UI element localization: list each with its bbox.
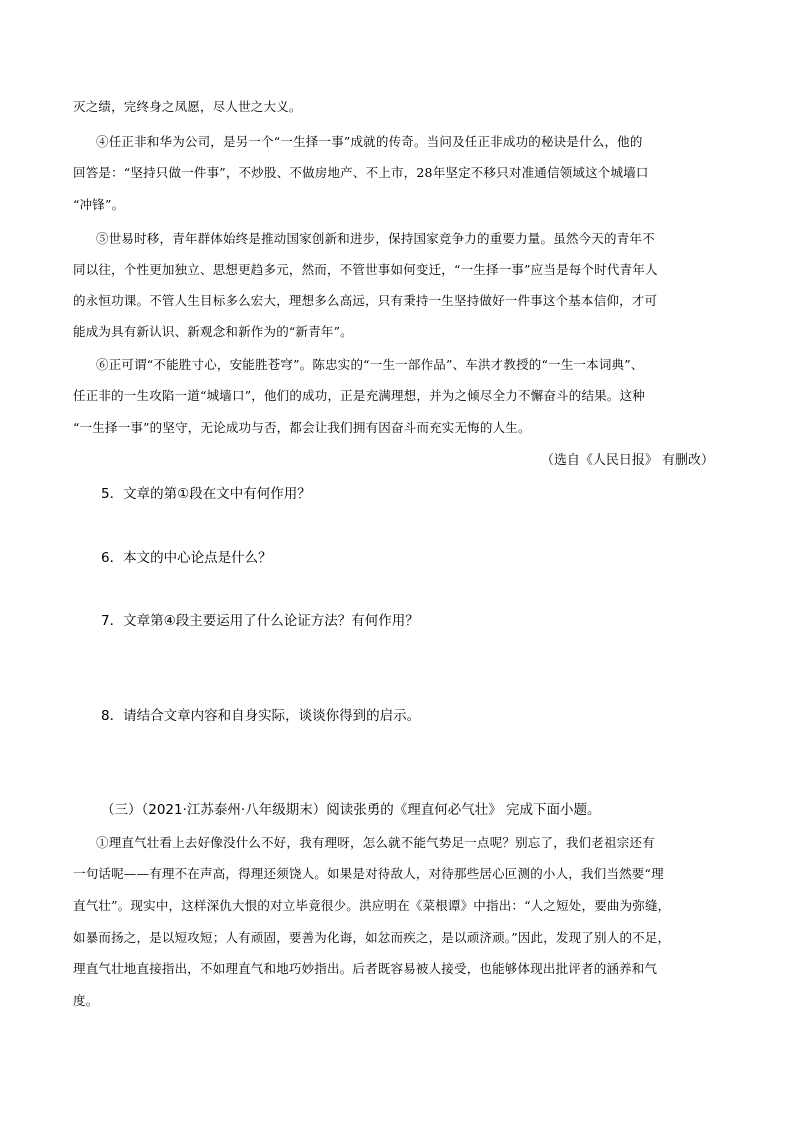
question-5: 5．文章的第①段在文中有何作用？ [101, 486, 311, 502]
passage-line: ①理直气壮看上去好像没什么不好，我有理呀，怎么就不能气势足一点呢？别忘了，我们老祖宗还有 [96, 835, 655, 850]
passage-line: 直气壮”。现实中，这样深仇大恨的对立毕竟很少。洪应明在《菜根谭》中指出：“人之短处，要曲为弥缝， [73, 898, 671, 913]
passage-line: ④任正非和华为公司，是另一个“一生择一事”成就的传奇。当问及任正非成功的秘诀是什么，他的 [96, 134, 643, 149]
source-citation: （选自《人民日报》 有删改） [540, 453, 714, 468]
question-7: 7．文章第④段主要运用了什么论证方法？有何作用？ [101, 613, 419, 629]
passage-line: “冲锋”。 [73, 197, 125, 212]
passage-line: ⑥正可谓“不能胜寸心，安能胜苍穹”。陈忠实的“一生一部作品”、车洪才教授的“一生一本词典”、 [96, 357, 644, 372]
passage-line: 灭之绩，完终身之凤愿，尽人世之大义。 [73, 99, 302, 114]
passage-line: 如暴而扬之，是以短攻短；人有顽固，要善为化诲，如忿而疾之，是以顽济顽。”因此，发现了别人的不足， [73, 930, 671, 945]
passage-line: “一生择一事”的坚守，无论成功与否，都会让我们拥有因奋斗而充实无悔的人生。 [73, 420, 531, 435]
passage-line: 理直气壮地直接指出，不如理直气和地巧妙指出。后者既容易被人接受，也能够体现出批评者的涵养和气 [73, 961, 658, 976]
passage-line: 回答是：“坚持只做一件事”，不炒股、不做房地产、不上市，28年坚定不移只对准通信领域这个城墙口 [73, 165, 649, 180]
section-three-heading: （三）（2021·江苏泰州·八年级期末）阅读张勇的《理直何必气壮》 完成下面小题。 [101, 802, 601, 818]
passage-line: 能成为具有新认识、新观念和新作为的“新青年”。 [73, 324, 353, 339]
question-8: 8．请结合文章内容和自身实际，谈谈你得到的启示。 [101, 708, 421, 724]
passage-line: 同以往，个性更加独立、思想更趋多元，然而，不管世事如何变迁，“一生择一事”应当是每个时代青年人 [73, 262, 658, 277]
passage-line: 的永恒功课。不管人生目标多么宏大，理想多么高远，只有秉持一生坚持做好一件事这个基本信仰，才可 [73, 293, 658, 308]
passage-line: ⑤世易时移，青年群体始终是推动国家创新和进步，保持国家竞争力的重要力量。虽然今天的青年不 [96, 231, 655, 246]
passage-line: 度。 [73, 993, 99, 1008]
question-6: 6．本文的中心论点是什么？ [101, 550, 272, 566]
passage-line: 任正非的一生攻陷一道“城墙口”，他们的成功，正是充满理想，并为之倾尽全力不懈奋斗的结果。这种 [73, 388, 645, 403]
passage-line: 一句话呢——有理不在声高，得理还须饶人。如果是对待敌人，对待那些居心叵测的小人，我们当然要“理 [73, 866, 664, 881]
